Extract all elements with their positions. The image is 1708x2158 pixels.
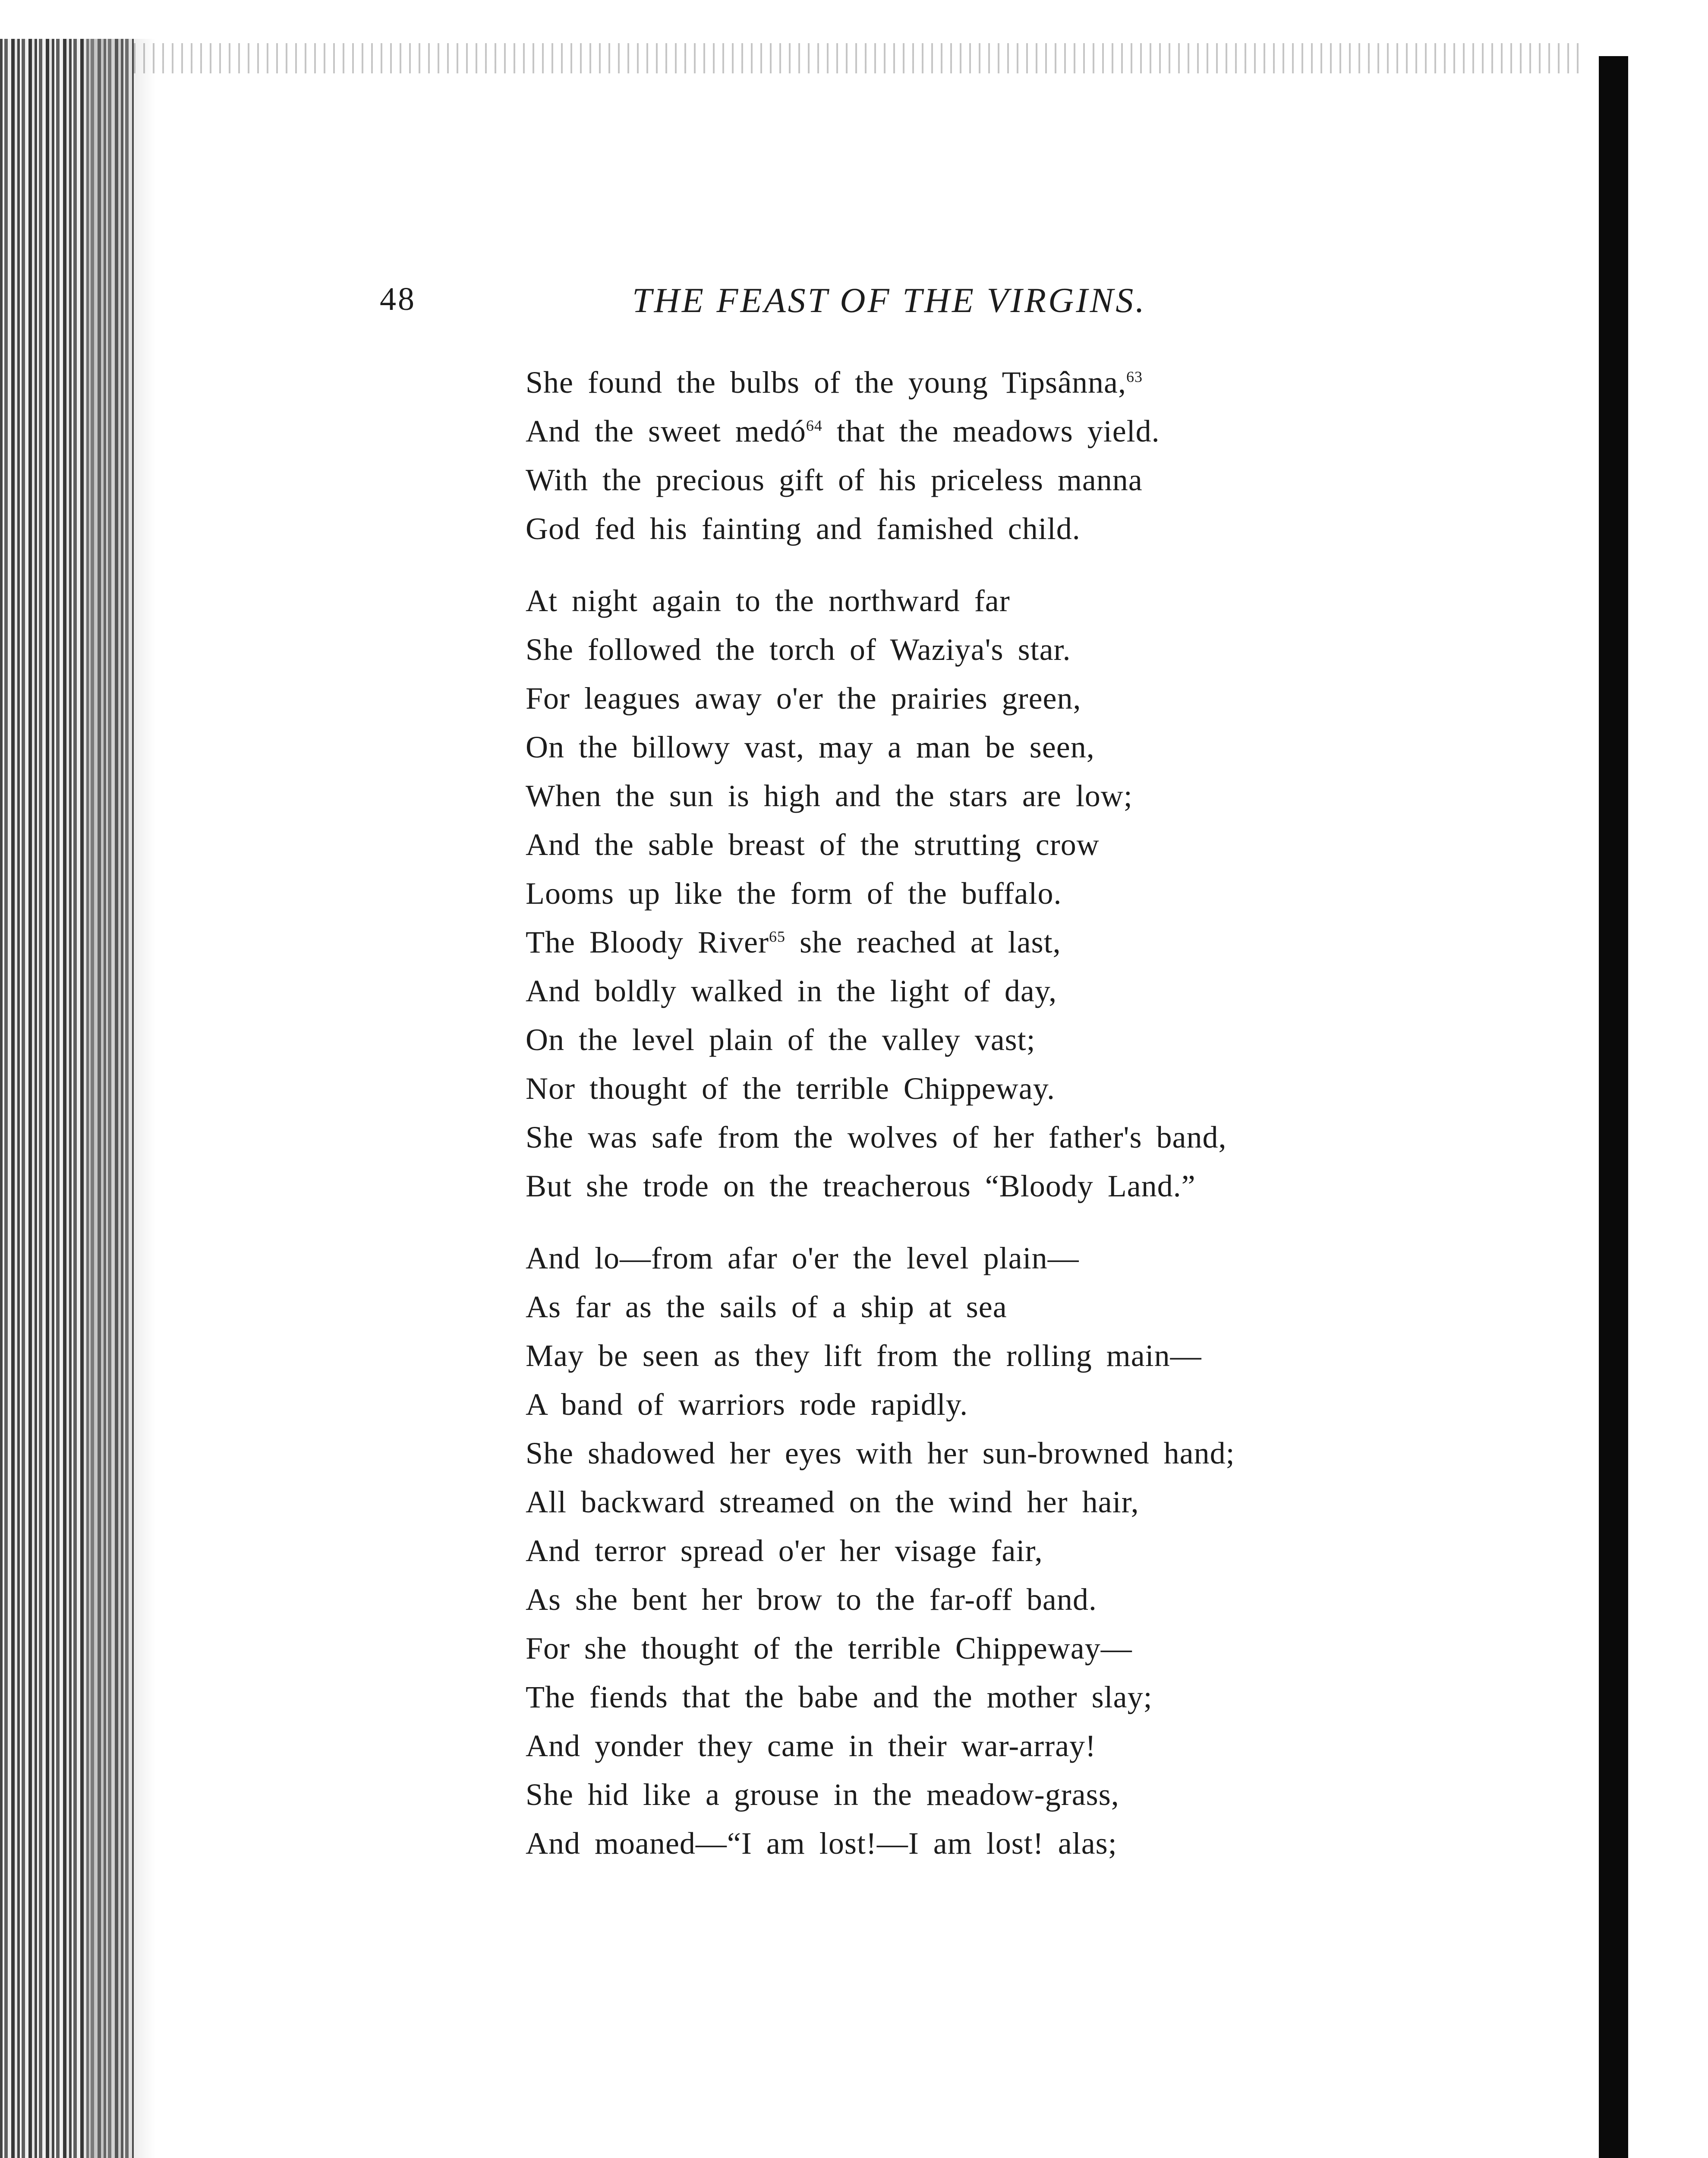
poem-line <box>526 1819 1389 1868</box>
line-text: And terror spread o'er her visage fair, <box>526 1533 1043 1568</box>
scan-edge-right <box>1599 56 1628 2158</box>
poem-line <box>526 820 1389 869</box>
line-text: For leagues away o'er the prairies green, <box>526 681 1081 716</box>
line-text-continued: that the meadows yield. <box>822 414 1160 448</box>
poem-line <box>526 505 1389 553</box>
line-text: And lo—from afar o'er the level plain— <box>526 1241 1079 1275</box>
line-text: Nor thought of the terrible Chippeway. <box>526 1071 1056 1106</box>
poem-line <box>526 1016 1389 1064</box>
line-text: But she trode on the treacherous “Bloody Land.” <box>526 1169 1196 1203</box>
poem-line <box>526 1673 1389 1722</box>
poem-line <box>526 1429 1389 1478</box>
line-text: And boldly walked in the light of day, <box>526 974 1057 1008</box>
poem-line <box>526 674 1389 723</box>
line-text: For she thought of the terrible Chippeway— <box>526 1631 1132 1666</box>
footnote-marker: 64 <box>806 417 822 434</box>
line-text-continued: she reached at last, <box>785 925 1061 959</box>
poem-line <box>526 1770 1389 1819</box>
poem-line <box>526 1527 1389 1575</box>
line-text: A band of warriors rode rapidly. <box>526 1387 968 1422</box>
page-number: 48 <box>380 281 416 317</box>
poem-line <box>526 577 1389 625</box>
line-text: And yonder they came in their war-array! <box>526 1729 1097 1763</box>
footnote-marker: 63 <box>1126 368 1143 385</box>
line-text: She followed the torch of Waziya's star. <box>526 632 1071 667</box>
poem-body <box>526 358 1389 1868</box>
poem-line <box>526 1478 1389 1527</box>
line-text: All backward streamed on the wind her hair, <box>526 1485 1139 1519</box>
poem-line <box>526 869 1389 918</box>
line-text: Looms up like the form of the buffalo. <box>526 876 1062 911</box>
line-text: She was safe from the wolves of her father's band, <box>526 1120 1227 1155</box>
line-text: At night again to the northward far <box>526 584 1010 618</box>
line-text: She shadowed her eyes with her sun-browned hand; <box>526 1436 1235 1470</box>
line-text: She found the bulbs of the young Tipsânna, <box>526 365 1126 400</box>
line-text: As far as the sails of a ship at sea <box>526 1290 1007 1324</box>
poem-line <box>526 456 1389 505</box>
stanza-3 <box>526 1234 1389 1868</box>
line-text: The fiends that the babe and the mother slay; <box>526 1680 1153 1714</box>
line-text: When the sun is high and the stars are low; <box>526 779 1133 813</box>
poem-line <box>526 1064 1389 1113</box>
poem-line <box>526 918 1389 967</box>
poem-line <box>526 358 1389 407</box>
line-text: With the precious gift of his priceless manna <box>526 463 1143 497</box>
poem-line <box>526 1283 1389 1331</box>
poem-line <box>526 1575 1389 1624</box>
poem-line <box>526 625 1389 674</box>
footnote-marker: 65 <box>769 928 785 945</box>
line-text: And moaned—“I am lost!—I am lost! alas; <box>526 1826 1117 1861</box>
line-text: On the level plain of the valley vast; <box>526 1022 1036 1057</box>
poem-line <box>526 1162 1389 1211</box>
line-text: She hid like a grouse in the meadow-grass, <box>526 1777 1119 1812</box>
line-text: The Bloody River <box>526 925 769 959</box>
scan-shadow-left <box>86 39 155 2158</box>
scan-edge-top <box>134 43 1579 73</box>
line-text: May be seen as they lift from the rolling main— <box>526 1338 1202 1373</box>
line-text: As she bent her brow to the far-off band. <box>526 1582 1097 1617</box>
poem-line <box>526 723 1389 772</box>
stanza-1 <box>526 358 1389 553</box>
running-head-title: THE FEAST OF THE VIRGINS. <box>632 281 1147 320</box>
stanza-2 <box>526 577 1389 1211</box>
poem-line <box>526 772 1389 820</box>
line-text: On the billowy vast, may a man be seen, <box>526 730 1095 764</box>
poem-line <box>526 1113 1389 1162</box>
poem-line <box>526 1380 1389 1429</box>
poem-line <box>526 1234 1389 1283</box>
line-text: God fed his fainting and famished child. <box>526 511 1081 546</box>
line-text: And the sable breast of the strutting crow <box>526 827 1100 862</box>
poem-line <box>526 967 1389 1016</box>
poem-line <box>526 407 1389 456</box>
poem-line <box>526 1624 1389 1673</box>
line-text: And the sweet medó <box>526 414 806 448</box>
poem-line <box>526 1722 1389 1770</box>
poem-line <box>526 1331 1389 1380</box>
